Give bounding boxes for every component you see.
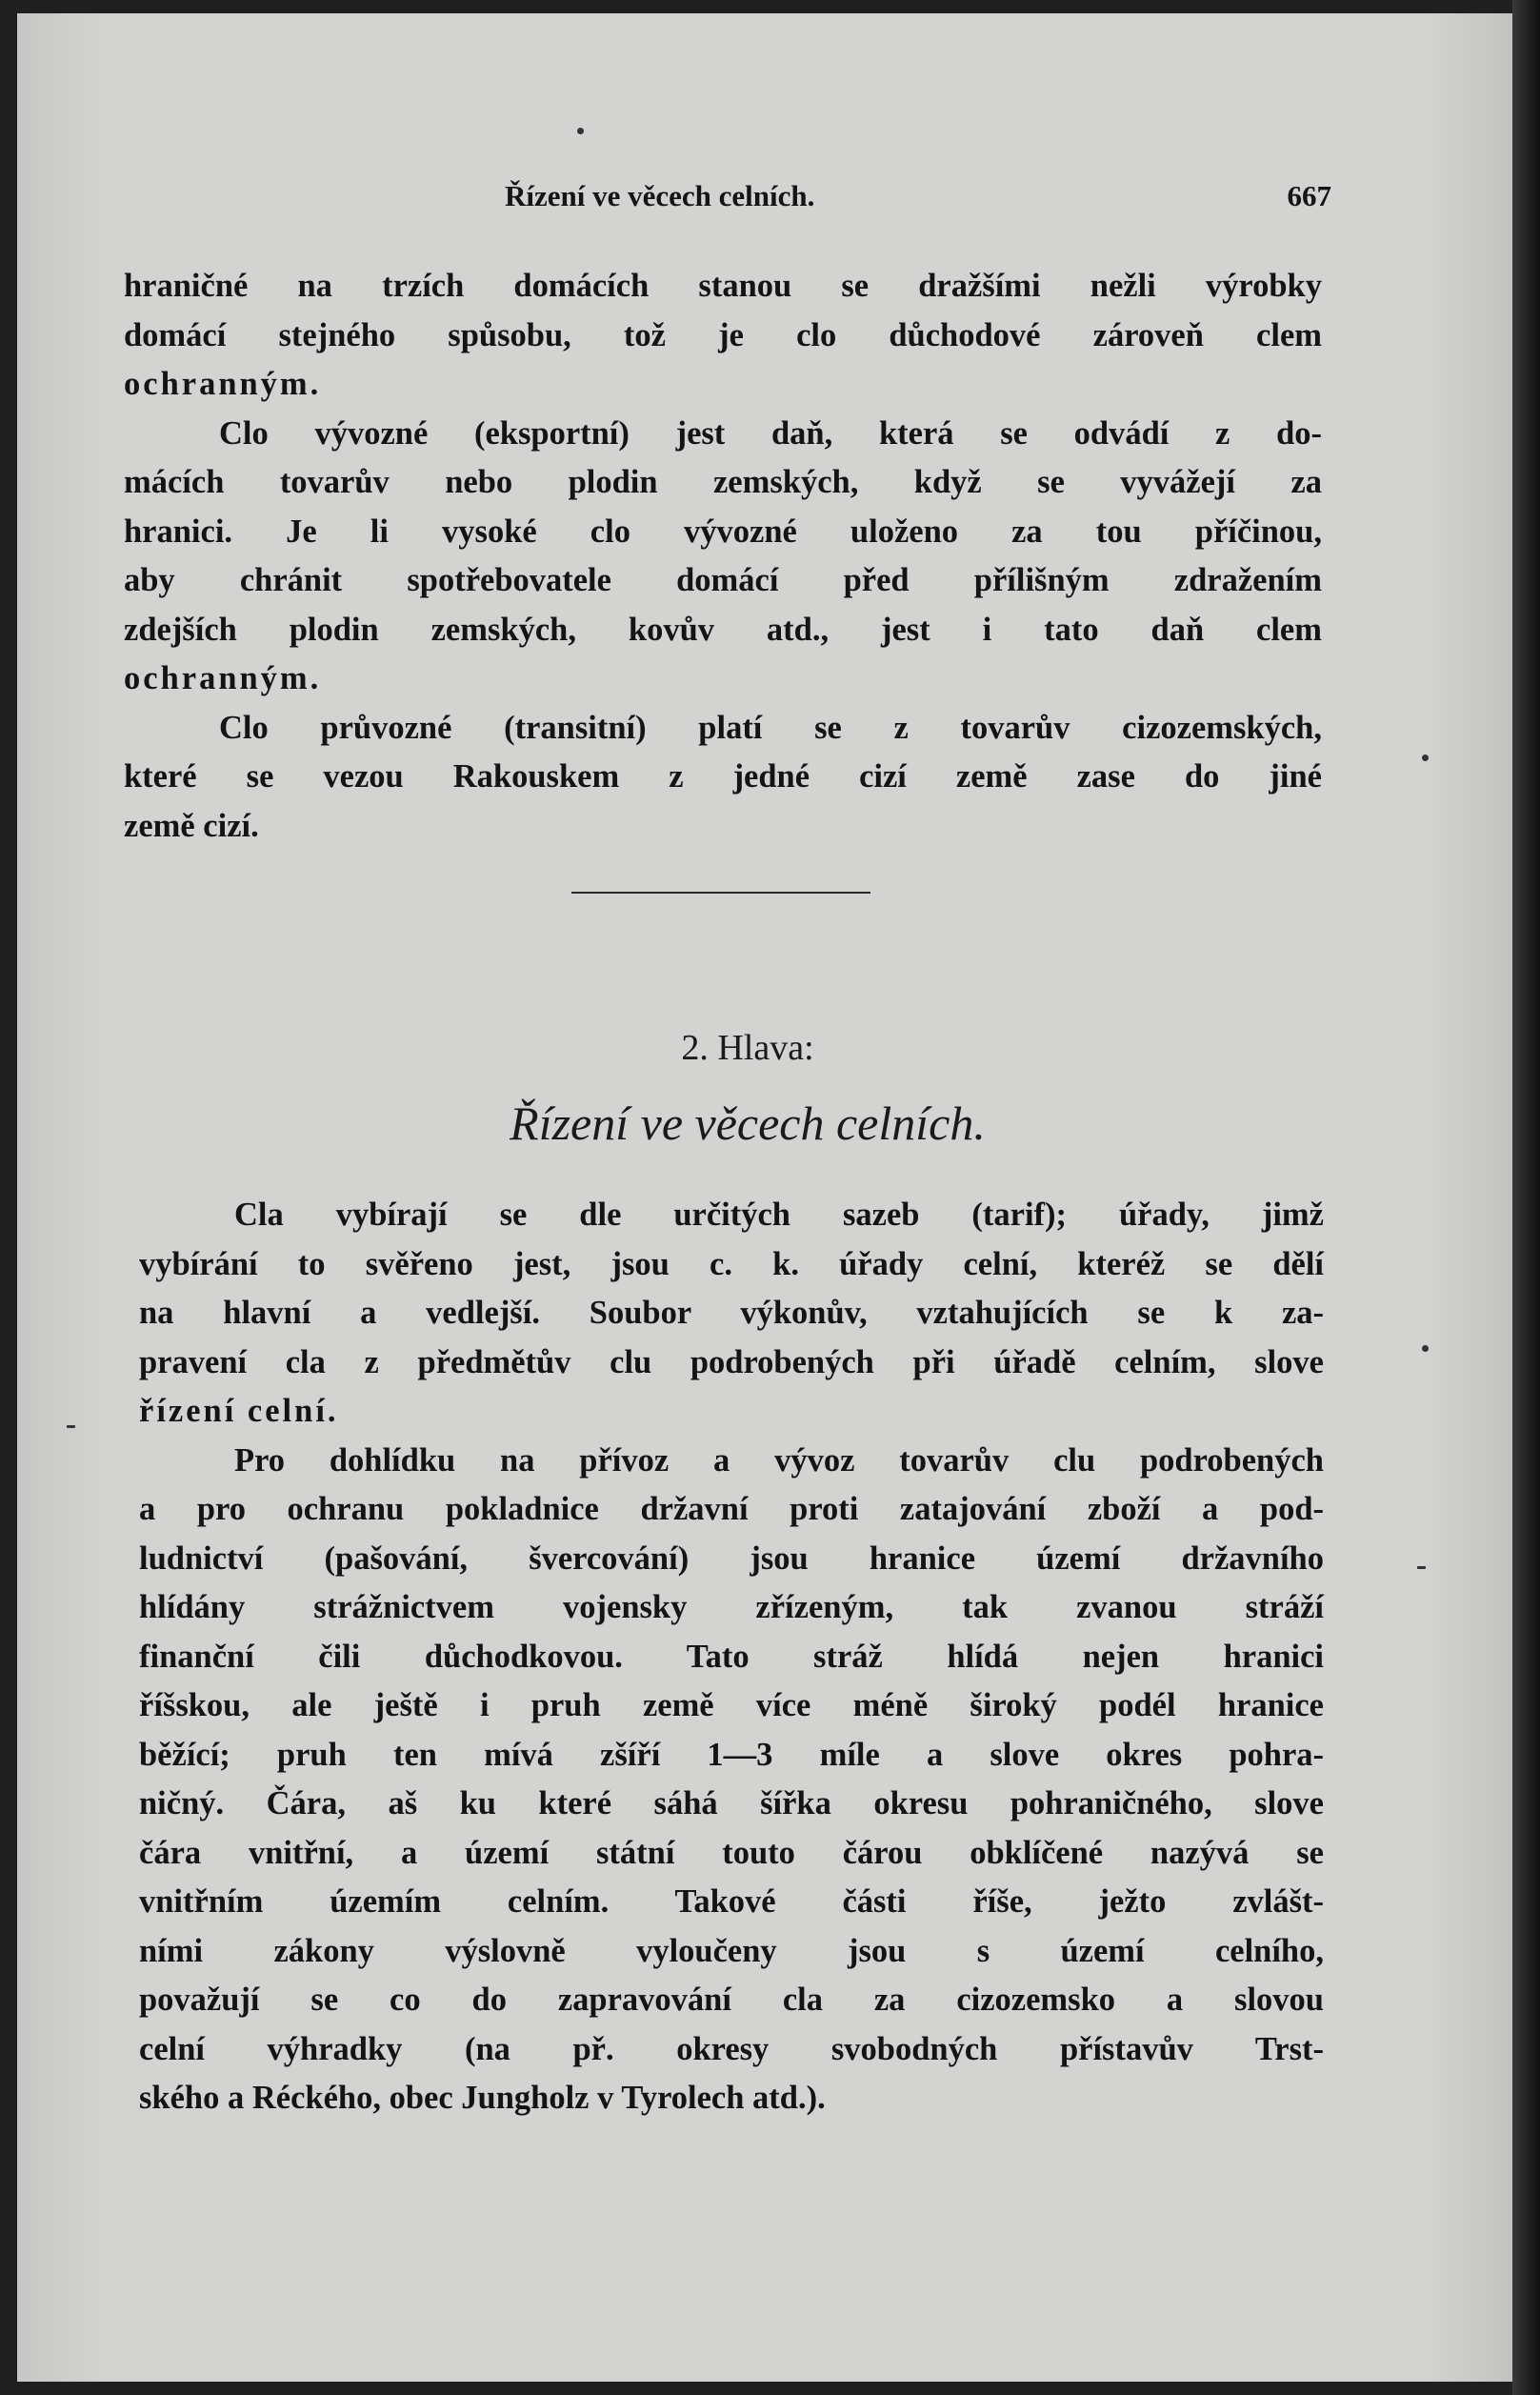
text-line: hraničné na trzích domácích stanou se dražšími nežli výrobky bbox=[124, 268, 1322, 304]
text-line: čára vnitřní, a území státní touto čárou obklíčené nazývá se bbox=[139, 1834, 1324, 1871]
text-line: ochranným. bbox=[124, 660, 322, 696]
text-line: ského a Réckého, obec Jungholz v Tyrolech atd.). bbox=[139, 2080, 826, 2116]
paper-speck bbox=[1417, 1566, 1426, 1569]
text-line: země cizí. bbox=[124, 807, 259, 844]
text-line: mácích tovarův nebo plodin zemských, když se vyvážejí za bbox=[124, 464, 1322, 500]
text-line: hranici. Je li vysoké clo vývozné uloženo za tou příčinou, bbox=[124, 513, 1322, 550]
text-line: vnitřním územím celním. Takové části říše, ježto zvlášt- bbox=[139, 1883, 1324, 1920]
text-line: na hlavní a vedlejší. Soubor výkonův, vztahujících se k za- bbox=[139, 1295, 1324, 1331]
text-line: řízení celní. bbox=[139, 1393, 339, 1429]
text-line: ludnictví (pašování, švercování) jsou hranice území državního bbox=[139, 1540, 1324, 1577]
paper-speck bbox=[67, 1425, 75, 1428]
paper-speck bbox=[577, 128, 584, 134]
text-line: běžící; pruh ten mívá zšíří 1—3 míle a slove okres pohra- bbox=[139, 1736, 1324, 1773]
page-edge-shadow bbox=[1512, 0, 1540, 2395]
page-number: 667 bbox=[1287, 179, 1331, 212]
text-line: Cla vybírají se dle určitých sazeb (tarif); úřady, jimž bbox=[234, 1197, 1324, 1233]
text-line: říšskou, ale ještě i pruh země více méně široký podél hranice bbox=[139, 1687, 1324, 1723]
text-line: vybírání to svěřeno jest, jsou c. k. úřady celní, kteréž se dělí bbox=[139, 1245, 1324, 1282]
chapter-title: Řízení ve věcech celních. bbox=[510, 1097, 986, 1150]
text-line: Clo průvozné (transitní) platí se z tovarův cizozemských, bbox=[219, 709, 1322, 746]
text-line: aby chránit spotřebovatele domácí před přílišným zdražením bbox=[124, 562, 1322, 598]
section-divider-rule bbox=[571, 892, 870, 894]
text-line: celní výhradky (na př. okresy svobodných přístavův Trst- bbox=[139, 2030, 1324, 2067]
text-line: které se vezou Rakouskem z jedné cizí země zase do jiné bbox=[124, 758, 1322, 795]
text-line: hlídány strážnictvem vojensky zřízeným, tak zvanou stráží bbox=[139, 1589, 1324, 1625]
text-line: ničný. Čára, aš ku které sáhá šířka okresu pohraničného, slove bbox=[139, 1785, 1324, 1821]
section-two-text bbox=[139, 1191, 1324, 2123]
paper-speck bbox=[1422, 755, 1429, 761]
text-line: finanční čili důchodkovou. Tato stráž hlídá nejen hranici bbox=[139, 1638, 1324, 1675]
text-line: Pro dohlídku na přívoz a vývoz tovarův clu podrobených bbox=[234, 1441, 1324, 1479]
text-line: pravení cla z předmětův clu podrobených při úřadě celním, slove bbox=[139, 1343, 1324, 1380]
section-one-text bbox=[124, 262, 1322, 851]
text-line: Clo vývozné (eksportní) jest daň, která se odvádí z do- bbox=[219, 414, 1322, 452]
text-line: domácí stejného spůsobu, tož je clo důchodové zároveň clem bbox=[124, 316, 1322, 353]
running-head bbox=[124, 179, 1331, 217]
paper-speck bbox=[1422, 1345, 1429, 1352]
text-line: považují se co do zapravování cla za cizozemsko a slovou bbox=[139, 1982, 1324, 2018]
text-line: zdejších plodin zemských, kovův atd., jest i tato daň clem bbox=[124, 611, 1322, 648]
text-line: ochranným. bbox=[124, 366, 322, 402]
running-head-title: Řízení ve věcech celních. bbox=[505, 179, 815, 212]
text-line: a pro ochranu pokladnice državní proti zatajování zboží a pod- bbox=[139, 1491, 1324, 1527]
text-line: ními zákony výslovně vyloučeny jsou s území celního, bbox=[139, 1932, 1324, 1969]
chapter-number: 2. Hlava: bbox=[681, 1028, 814, 1068]
